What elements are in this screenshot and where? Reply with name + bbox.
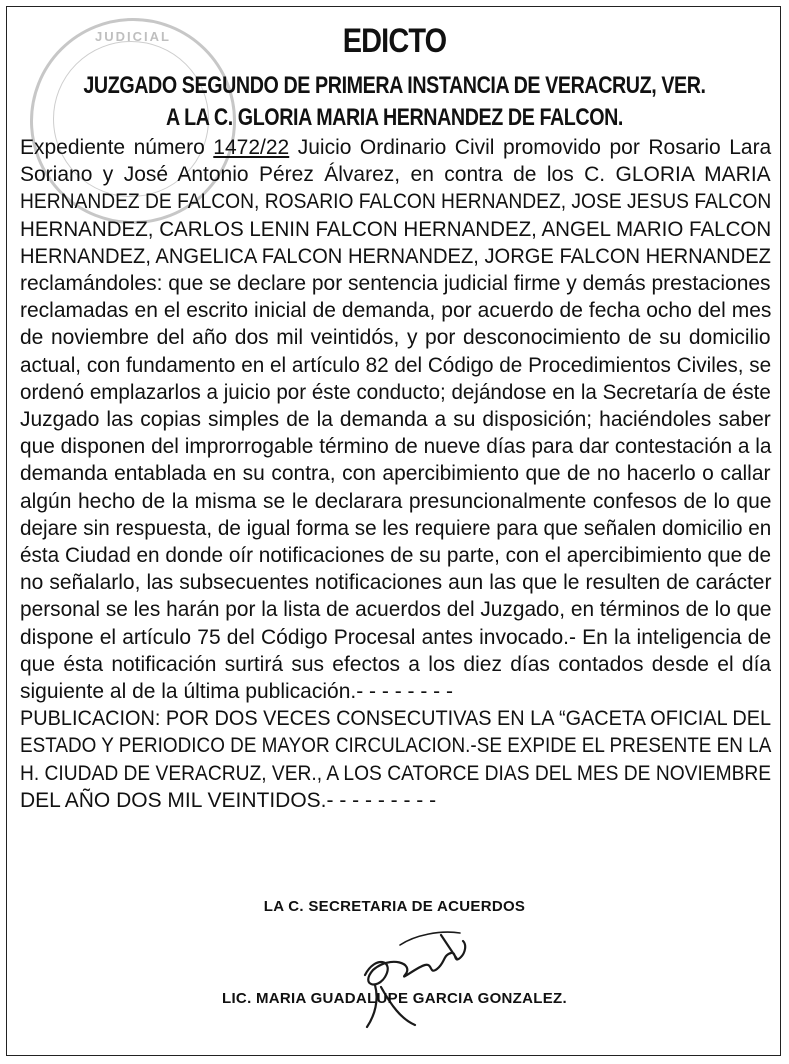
publication-line: ESTADO Y PERIODICO DE MAYOR CIRCULACION.-SE EXPIDE EL PRESENTE EN LA (20, 734, 772, 758)
body-line: ordenó emplazarlos a juicio por éste conducto; dejándose en la Secretaría de éste (20, 380, 771, 404)
publication-paragraph (20, 705, 771, 814)
body-line: que ésta notificación surtirá sus efectos a los diez días contados desde el día (20, 652, 772, 676)
handwritten-signature (345, 915, 485, 1035)
body-line: reclamándoles: que se declare por sentencia judicial firme y demás prestaciones (20, 272, 771, 296)
body-line: de noviembre del año dos mil veintidós, y por desconocimiento de su domicilio (20, 326, 771, 350)
body-line: algún hecho de la misma se le declarara presuncionalmente confesos de lo que (20, 489, 772, 513)
body-line-last: siguiente al de la última publicación.- - - - - - - - (20, 680, 453, 704)
publication-line: PUBLICACION: POR DOS VECES CONSECUTIVAS EN LA “GACETA OFICIAL DEL (20, 707, 772, 731)
body-line: reclamadas en el escrito inicial de demanda, por acuerdo de fecha ocho del mes (20, 299, 772, 323)
body-line: no señalarlo, las subsecuentes notificaciones aun las que le resulten de carácter (20, 571, 772, 595)
publication-line: H. CIUDAD DE VERACRUZ, VER., A LOS CATORCE DIAS DEL MES DE NOVIEMBRE (20, 761, 772, 785)
body-line: Soriano y José Antonio Pérez Álvarez, en contra de los C. GLORIA MARIA (20, 163, 771, 187)
case-label: Expediente número (20, 136, 214, 159)
body-line: demanda entablada en su contra, con apercibimiento que de no hacerlo o callar (20, 462, 771, 486)
body-line: HERNANDEZ DE FALCON, ROSARIO FALCON HERNANDEZ, JOSE JESUS FALCON (20, 190, 772, 214)
body-line: HERNANDEZ, ANGELICA FALCON HERNANDEZ, JORGE FALCON HERNANDEZ (20, 244, 771, 268)
body-paragraph (20, 134, 771, 705)
signatory-role: LA C. SECRETARIA DE ACUERDOS (263, 898, 526, 915)
body-line: HERNANDEZ, CARLOS LENIN FALCON HERNANDEZ, ANGEL MARIO FALCON (20, 217, 772, 241)
case-description: Juicio Ordinario Civil promovido por Rosario Lara (289, 136, 772, 159)
case-number: 1472/22 (213, 136, 290, 159)
body-line: dispone el artículo 75 del Código Procesal antes invocado.- En la inteligencia de (20, 625, 772, 649)
document-title: EDICTO (342, 22, 447, 60)
body-line-1 (20, 134, 771, 161)
court-seal-text: JUDICIAL (95, 29, 171, 44)
court-name: JUZGADO SEGUNDO DE PRIMERA INSTANCIA DE VERACRUZ, VER. (83, 72, 706, 99)
publication-line-last: DEL AÑO DOS MIL VEINTIDOS.- - - - - - - - - (20, 788, 437, 812)
body-line: personal se les harán por la lista de acuerdos del Juzgado, en términos de lo que (20, 598, 772, 622)
edict-body (20, 134, 771, 814)
addressee: A LA C. GLORIA MARIA HERNANDEZ DE FALCON. (166, 104, 623, 131)
body-line: actual, con fundamento en el artículo 82 del Código de Procedimientos Civiles, se (20, 353, 772, 377)
body-line: Juzgado las copias simples de la demanda a su disposición; haciéndoles saber (20, 408, 771, 432)
body-line: ésta Ciudad en donde oír notificaciones de su parte, con el apercibimiento que de (20, 544, 771, 568)
body-line: dejare sin respuesta, de igual forma se les requiere para que señalen domicilio en (20, 516, 772, 540)
signatory-name: LIC. MARIA GUADALUPE GARCIA GONZALEZ. (222, 990, 567, 1007)
body-line: que disponen del improrrogable término de nueve días para dar contestación a la (20, 435, 772, 459)
